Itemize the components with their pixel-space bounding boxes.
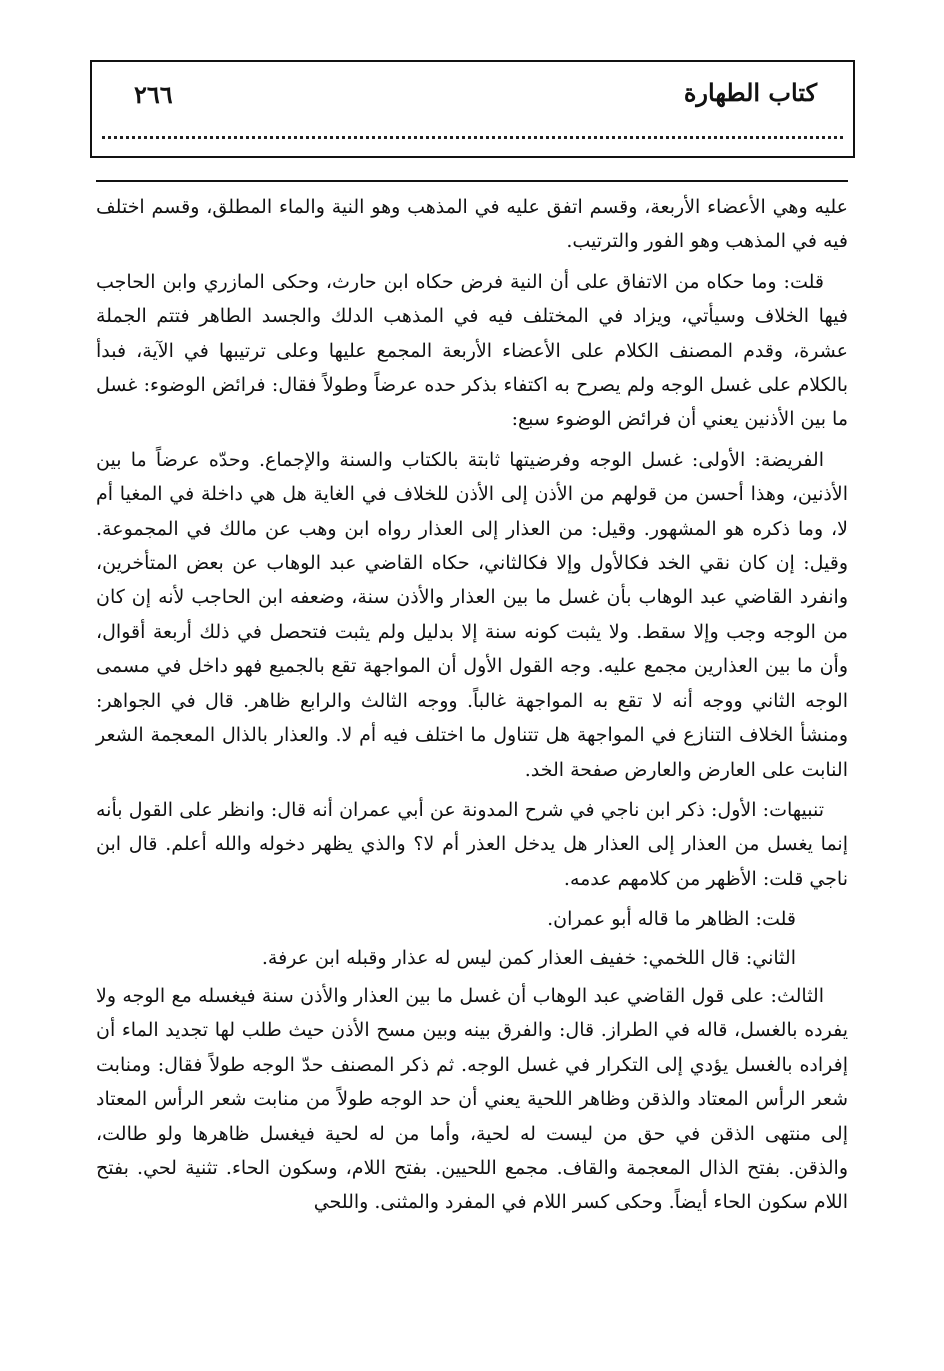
dotted-separator <box>102 136 843 139</box>
page-header <box>90 60 855 158</box>
paragraph: تنبيهات: الأول: ذكر ابن ناجي في شرح المدونة عن أبي عمران أنه قال: وانظر على القول بأنه إنما يغسل من العذار إلى العذار هل يدخل العذر أم لا؟ والذي يظهر دخوله والله أعلم. قال ابن ناجي قلت: الأظهر من كلامهم عدمه. <box>96 798 848 890</box>
chapter-title: كتاب الطهارة <box>683 78 817 107</box>
paragraph: الثالث: على قول القاضي عبد الوهاب أن غسل ما بين العذار والأذن سنة فيغسله مع الوجه ولا يفرده بالغسل، قاله في الطراز. قال: والفرق بينه وبين مسح الأذن حيث طلب لها تجديد الماء أن إفراده بالغسل يؤدي إلى التكرار في غسل الوجه. ثم ذكر المصنف حدّ الوجه طولاً فقال: ومنابت شعر الرأس المعتاد والذقن وظاهر اللحية يعني أن حد الوجه طولاً من منابت شعر الرأس المعتاد إلى منتهى الذقن في حق من ليست له لحية، وأما من له لحية فيغسل ظاهرها ولو طالت، والذقن. بفتح الذال المعجمة والقاف. مجمع اللحيين. بفتح اللام، وسكون الحاء. تثنية لحي. بفتح اللام سكون الحاء أيضاً. وحكى كسر اللام في المفرد والمثنى. واللحي <box>96 984 848 1214</box>
paragraph: الثاني: قال اللخمي: خفيف العذار كمن ليس له عذار وقبله ابن عرفة. <box>261 946 796 969</box>
paragraph: الفريضة: الأولى: غسل الوجه وفرضيتها ثابتة بالكتاب والسنة والإجماع. وحدّه عرضاً ما بين الأذنين، وهذا أحسن من قولهم من الأذن إلى الأذن للخلاف في الغاية هل هي داخلة في المغيا أم لا، وما ذكره هو المشهور. وقيل: من العذار إلى العذار رواه ابن وهب عن مالك في المجموعة. وقيل: إن كان نقي الخد فكالأول وإلا فكالثاني، حكاه القاضي عبد الوهاب عن بعض المتأخرين، وانفرد القاضي عبد الوهاب بأن غسل ما بين العذار والأذن سنة، وضعفه ابن الحاجب لأنه إن كان من الوجه وجب وإلا سقط. ولا يثبت كونه سنة إلا بدليل ولم يثبت فتحصل في ذلك أربعة أقوال، وأن ما بين العذارين مجمع عليه. وجه القول الأول أن المواجهة تقع بالجميع فهو داخل في مسمى الوجه الثاني ووجه أنه لا تقع به المواجهة غالباً. ووجه الثالث والرابع ظاهر. قال في الجواهر: ومنشأ الخلاف التنازع في المواجهة هل تتناول ما اختلف فيه أم لا. والعذار بالذال المعجمة الشعر النابت على العارض والعارض صفحة الخد. <box>96 448 848 781</box>
body-text <box>96 190 848 1226</box>
header-rule <box>96 180 848 182</box>
page-number: ٢٦٦ <box>134 80 173 109</box>
paragraph: قلت: وما حكاه من الاتفاق على أن النية فرض حكاه ابن حارث، وحكى المازري وابن الحاجب فيها الخلاف وسيأتي، ويزاد في المختلف فيه في المذهب الدلك والجسد الطاهر فتتم الجملة عشرة، وقدم المصنف الكلام على الأعضاء الأربعة المجمع عليها وعلى ترتيبها في الآية، فبدأ بالكلام على غسل الوجه ولم يصرح به اكتفاء بذكر حده عرضاً وطولاً فقال: فرائض الوضوء: غسل ما بين الأذنين يعني أن فرائض الوضوء سبع: <box>96 270 848 431</box>
paragraph: عليه وهي الأعضاء الأربعة، وقسم اتفق عليه في المذهب وهو النية والماء المطلق، وقسم اختلف فيه في المذهب وهو الفور والترتيب. <box>96 196 848 253</box>
paragraph: قلت: الظاهر ما قاله أبو عمران. <box>547 908 796 931</box>
